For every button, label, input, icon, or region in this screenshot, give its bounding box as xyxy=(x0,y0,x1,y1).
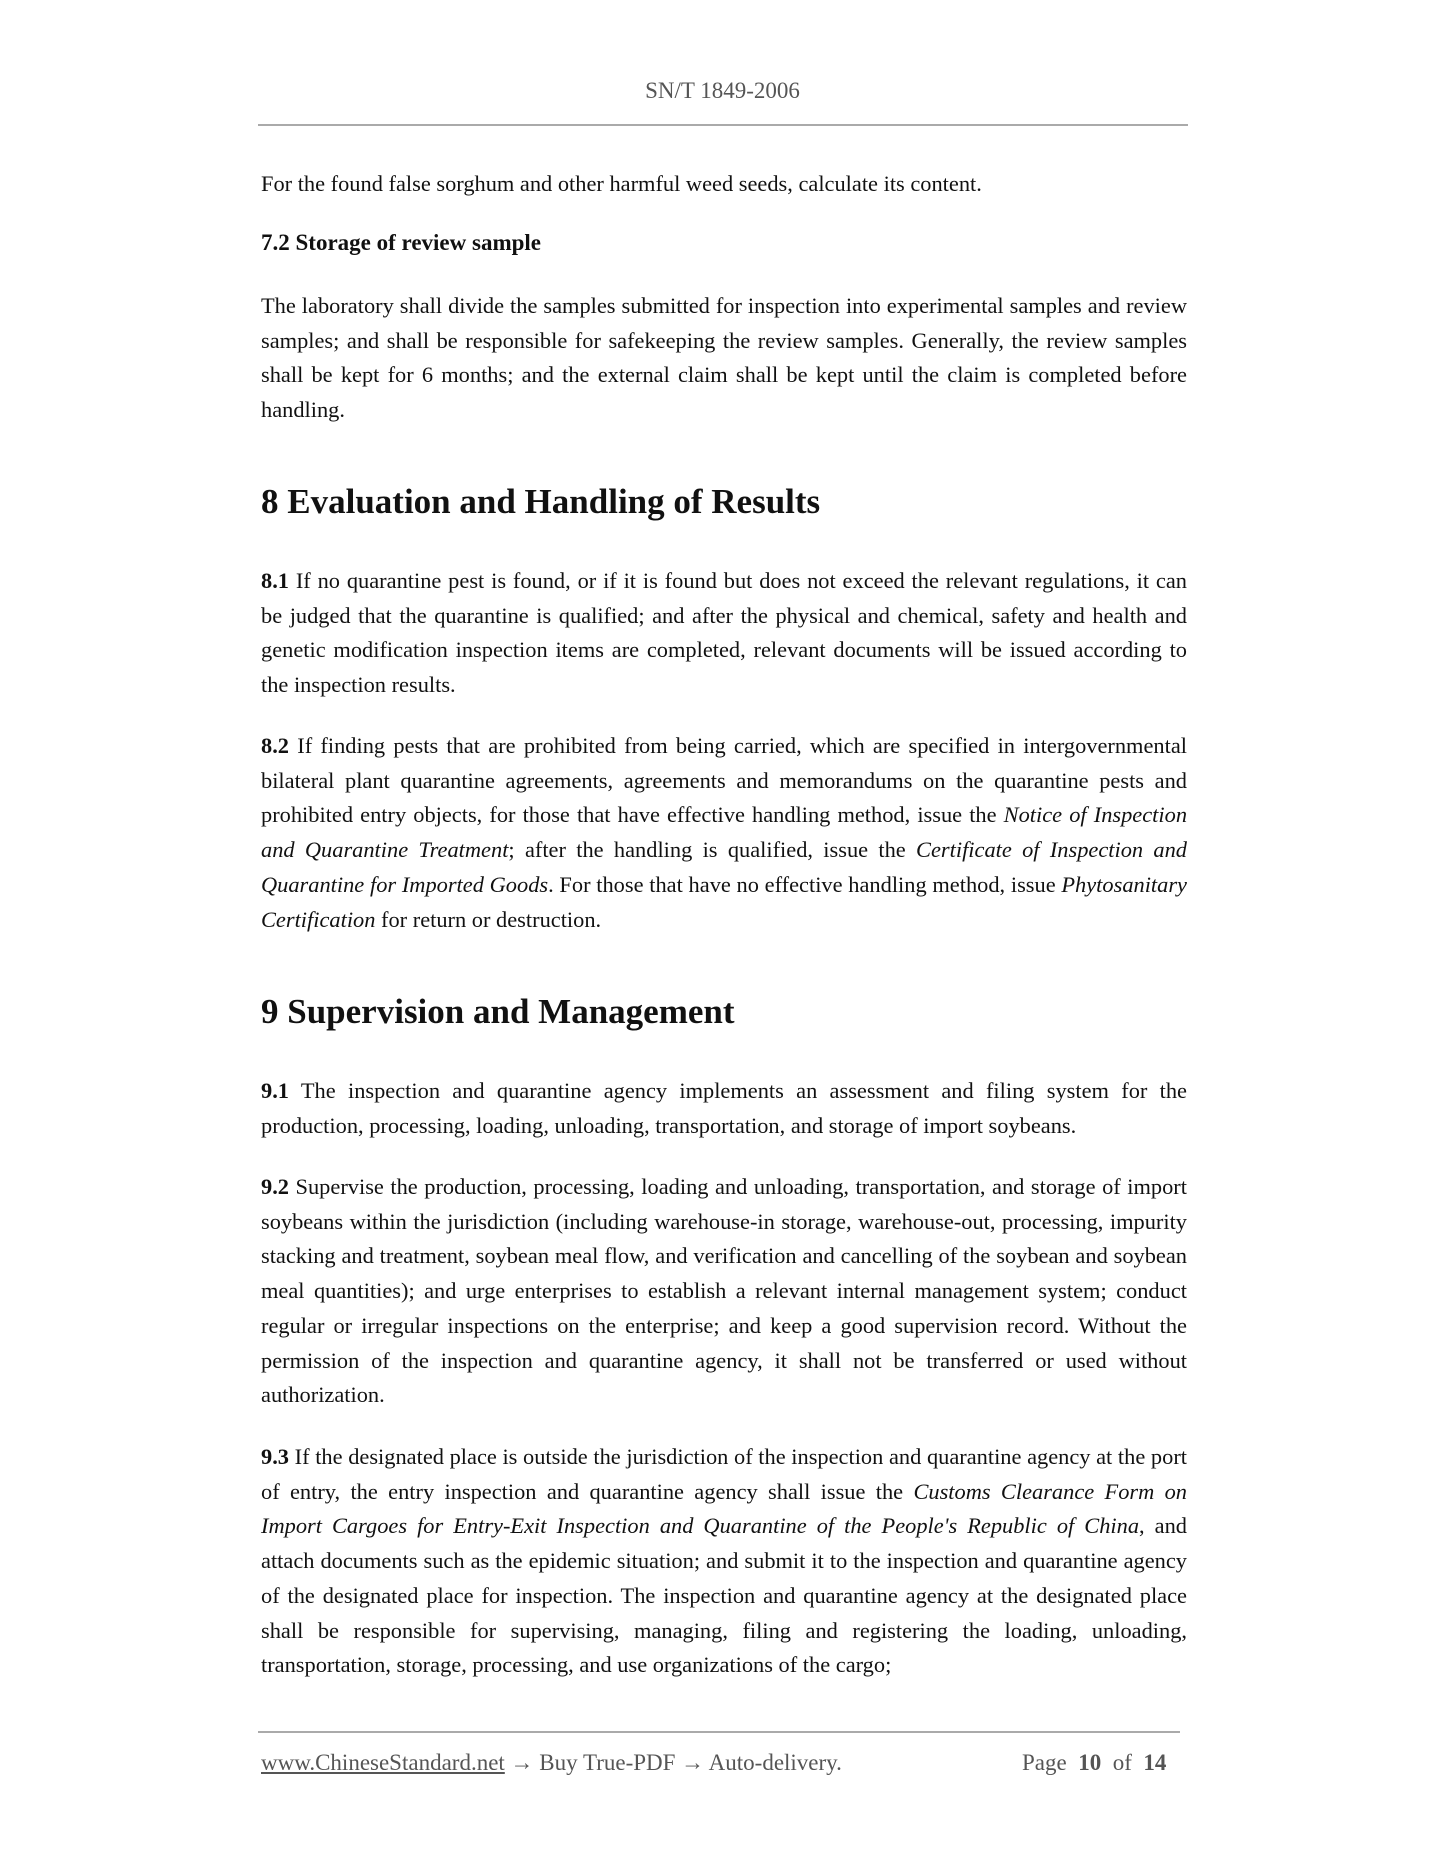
clause-text: The inspection and quarantine agency implements an assessment and filing system for the production, processing, loading, unloading, transportation, and storage of import soybeans. xyxy=(261,1078,1187,1138)
page-number: 10 xyxy=(1078,1750,1102,1775)
clause-text: If finding pests that are prohibited from being carried, which are specified in intergovernmental bilateral plant quarantine agreements, agreements and memorandums on the quarantine pests and prohibited entry objects, for those that have effective handling method, issue the xyxy=(261,733,1187,828)
section-7-2-heading: 7.2 Storage of review sample xyxy=(261,230,541,255)
clause-number: 8.2 xyxy=(261,733,289,758)
section-8-2-paragraph xyxy=(261,729,1187,937)
intro-paragraph: For the found false sorghum and other harmful weed seeds, calculate its content. xyxy=(261,171,982,196)
document-id-header: SN/T 1849-2006 xyxy=(645,78,800,103)
clause-number: 9.1 xyxy=(261,1078,289,1103)
document-title: Certificate of Inspection and Quarantine for Imported Goods xyxy=(261,837,1187,897)
footer-divider xyxy=(258,1731,1180,1733)
clause-text: If no quarantine pest is found, or if it is found but does not exceed the relevant regulations, it can be judged that the quarantine is qualified; and after the physical and chemical, safety and health and genetic modification inspection items are completed, relevant documents will be issued according to the inspection results. xyxy=(261,568,1187,698)
section-9-heading: 9 Supervision and Management xyxy=(261,992,735,1031)
section-9-2-paragraph xyxy=(261,1170,1187,1413)
document-title: Customs Clearance Form on Import Cargoes for Entry-Exit Inspection and Quarantine of the People's Republic of China xyxy=(261,1478,1187,1539)
section-8-heading: 8 Evaluation and Handling of Results xyxy=(261,482,821,521)
footer-promo xyxy=(261,1750,842,1776)
clause-text: ; after the handling is qualified, issue the xyxy=(508,837,917,863)
clause-text: for return or destruction. xyxy=(375,906,602,932)
of-label: of xyxy=(1112,1750,1132,1775)
clause-text: . For those that have no effective handling method, issue xyxy=(548,871,1062,897)
document-title: Phytosanitary Certification xyxy=(261,871,1187,932)
page-indicator xyxy=(1022,1750,1166,1776)
clause-number: 9.3 xyxy=(261,1444,289,1469)
document-title: Notice of Inspection and Quarantine Treatment xyxy=(261,802,1188,863)
clause-text: Supervise the production, processing, loading and unloading, transportation, and storage of import soybeans within the jurisdiction (including warehouse-in storage, warehouse-out, processing, impurity stacking and treatment, soybean meal flow, and verification and cancelling of the soybean and soybean meal quantities); and urge enterprises to establish a relevant internal management system; conduct regular or irregular inspections on the enterprise; and keep a good supervision record. Without the permission of the inspection and quarantine agency, it shall not be transferred or used without authorization. xyxy=(261,1174,1187,1408)
section-8-1-paragraph xyxy=(261,564,1187,703)
header-divider xyxy=(258,124,1188,126)
clause-text: If the designated place is outside the jurisdiction of the inspection and quarantine agency at the port of entry, the entry inspection and quarantine agency shall issue the xyxy=(261,1444,1187,1504)
page-label: Page xyxy=(1022,1750,1067,1775)
page-total: 14 xyxy=(1143,1750,1167,1775)
section-7-2-text: The laboratory shall divide the samples submitted for inspection into experimental samples and review samples; and shall be responsible for safekeeping the review samples. Generally, the review samples shall be kept for 6 months; and the external claim shall be kept until the claim is completed before handling. xyxy=(261,293,1187,423)
section-9-3-paragraph xyxy=(261,1440,1187,1683)
clause-number: 9.2 xyxy=(261,1174,289,1199)
clause-number: 8.1 xyxy=(261,568,289,593)
section-9-1-paragraph xyxy=(261,1074,1187,1143)
clause-text: , and attach documents such as the epidemic situation; and submit it to the inspection and quarantine agency of the designated place for inspection. The inspection and quarantine agency at the designated place shall be responsible for supervising, managing, filing and registering the loading, unloading, transportation, storage, processing, and use organizations of the cargo; xyxy=(261,1513,1187,1678)
website-link[interactable]: www.ChineseStandard.net xyxy=(261,1750,505,1775)
promo-text: → Buy True-PDF → Auto-delivery. xyxy=(504,1750,842,1775)
